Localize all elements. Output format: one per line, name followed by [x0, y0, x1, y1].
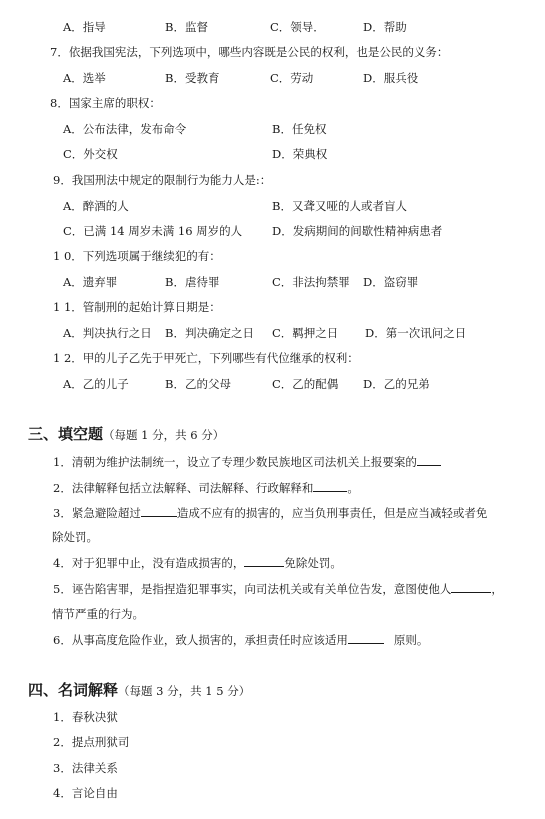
q11-option-c: C．羁押之日 [272, 326, 339, 340]
q11-option-d: D．第一次讯问之日 [365, 326, 467, 340]
q6-option-d: D．帮助 [363, 20, 407, 34]
section-4-heading [28, 680, 250, 701]
q7-option-b: B．受教育 [165, 71, 220, 85]
section-3-heading [28, 424, 224, 445]
q6-option-a: A．指导 [63, 20, 106, 34]
q11-option-b: B．判决确定之日 [165, 326, 254, 340]
q9-option-c: C．已满 14 周岁未满 16 周岁的人 [63, 224, 243, 238]
q10-stem: 1 0．下列选项属于继续犯的有： [53, 249, 221, 263]
q12-option-c: C．乙的配偶 [272, 377, 339, 391]
q8-option-a: A．公布法律，发布命令 [63, 122, 187, 136]
term-item-4: 4．言论自由 [53, 786, 118, 800]
q7-option-d: D．服兵役 [363, 71, 419, 85]
term-item-3: 3．法律关系 [53, 761, 118, 775]
term-item-2: 2．提点刑狱司 [53, 735, 130, 749]
q7-stem: 7．依据我国宪法，下列选项中，哪些内容既是公民的权利，也是公民的义务： [50, 45, 449, 59]
q10-option-d: D．盗窃罪 [363, 275, 419, 289]
q6-option-c: C．领导． [270, 20, 325, 34]
q9-option-d: D．发病期间的间歇性精神病患者 [272, 224, 443, 238]
q8-stem: 8．国家主席的职权： [50, 96, 161, 110]
q11-option-a: A．判决执行之日 [63, 326, 152, 340]
answer-blank [417, 454, 441, 466]
answer-blank [141, 505, 177, 517]
q7-option-a: A．选举 [63, 71, 106, 85]
fill-item-6: 6．从事高度危险作业，致人损害的，承担责任时应该适用 原则。 [53, 633, 429, 647]
q12-option-a: A．乙的儿子 [63, 377, 129, 391]
fill-item-3-cont: 除处罚。 [52, 530, 98, 544]
q8-option-b: B．任免权 [272, 122, 327, 136]
q7-option-c: C．劳动 [270, 71, 314, 85]
section-4-note: （每题 3 分，共 1 5 分） [118, 684, 251, 698]
q12-option-b: B．乙的父母 [165, 377, 231, 391]
q9-option-a: A．醉酒的人 [63, 199, 129, 213]
fill-item-5-cont: 情节严重的行为。 [52, 607, 144, 621]
q10-option-a: A．遗弃罪 [63, 275, 118, 289]
q11-stem: 1 1．管制刑的起始计算日期是： [53, 300, 221, 314]
answer-blank [348, 632, 384, 644]
q6-option-b: B．监督 [165, 20, 208, 34]
term-item-1: 1．春秋决狱 [53, 710, 118, 724]
answer-blank [313, 480, 347, 492]
section-3-note: （每题 1 分，共 6 分） [103, 428, 225, 442]
fill-item-1: 1．清朝为维护法制统一，设立了专理少数民族地区司法机关上报要案的 [53, 454, 441, 470]
q10-option-c: C．非法拘禁罪 [272, 275, 350, 289]
q9-stem: 9．我国刑法中规定的限制行为能力人是:： [53, 173, 272, 187]
q12-stem: 1 2．甲的儿子乙先于甲死亡，下列哪些有代位继承的权利： [53, 351, 359, 365]
q9-option-b: B．又聋又哑的人或者盲人 [272, 199, 407, 213]
fill-item-4: 4．对于犯罪中止，没有造成损害的， 免除处罚。 [53, 556, 342, 570]
fill-item-2: 2．法律解释包括立法解释、司法解释、行政解释和 。 [53, 481, 359, 495]
answer-blank [244, 555, 284, 567]
section-3-title: 三、填空题 [28, 425, 104, 443]
q12-option-d: D．乙的兄弟 [363, 377, 430, 391]
q8-option-d: D．荣典权 [272, 147, 328, 161]
answer-blank [451, 581, 491, 593]
q8-option-c: C．外交权 [63, 147, 118, 161]
fill-item-3: 3．紧急避险超过 造成不应有的损害的，应当负刑事责任，但是应当减轻或者免 [53, 506, 488, 520]
q10-option-b: B．虐待罪 [165, 275, 220, 289]
section-4-title: 四、名词解释 [28, 681, 119, 699]
fill-item-5: 5．诬告陷害罪，是指捏造犯罪事实，向司法机关或有关单位告发，意图使他人 ， [53, 582, 503, 596]
